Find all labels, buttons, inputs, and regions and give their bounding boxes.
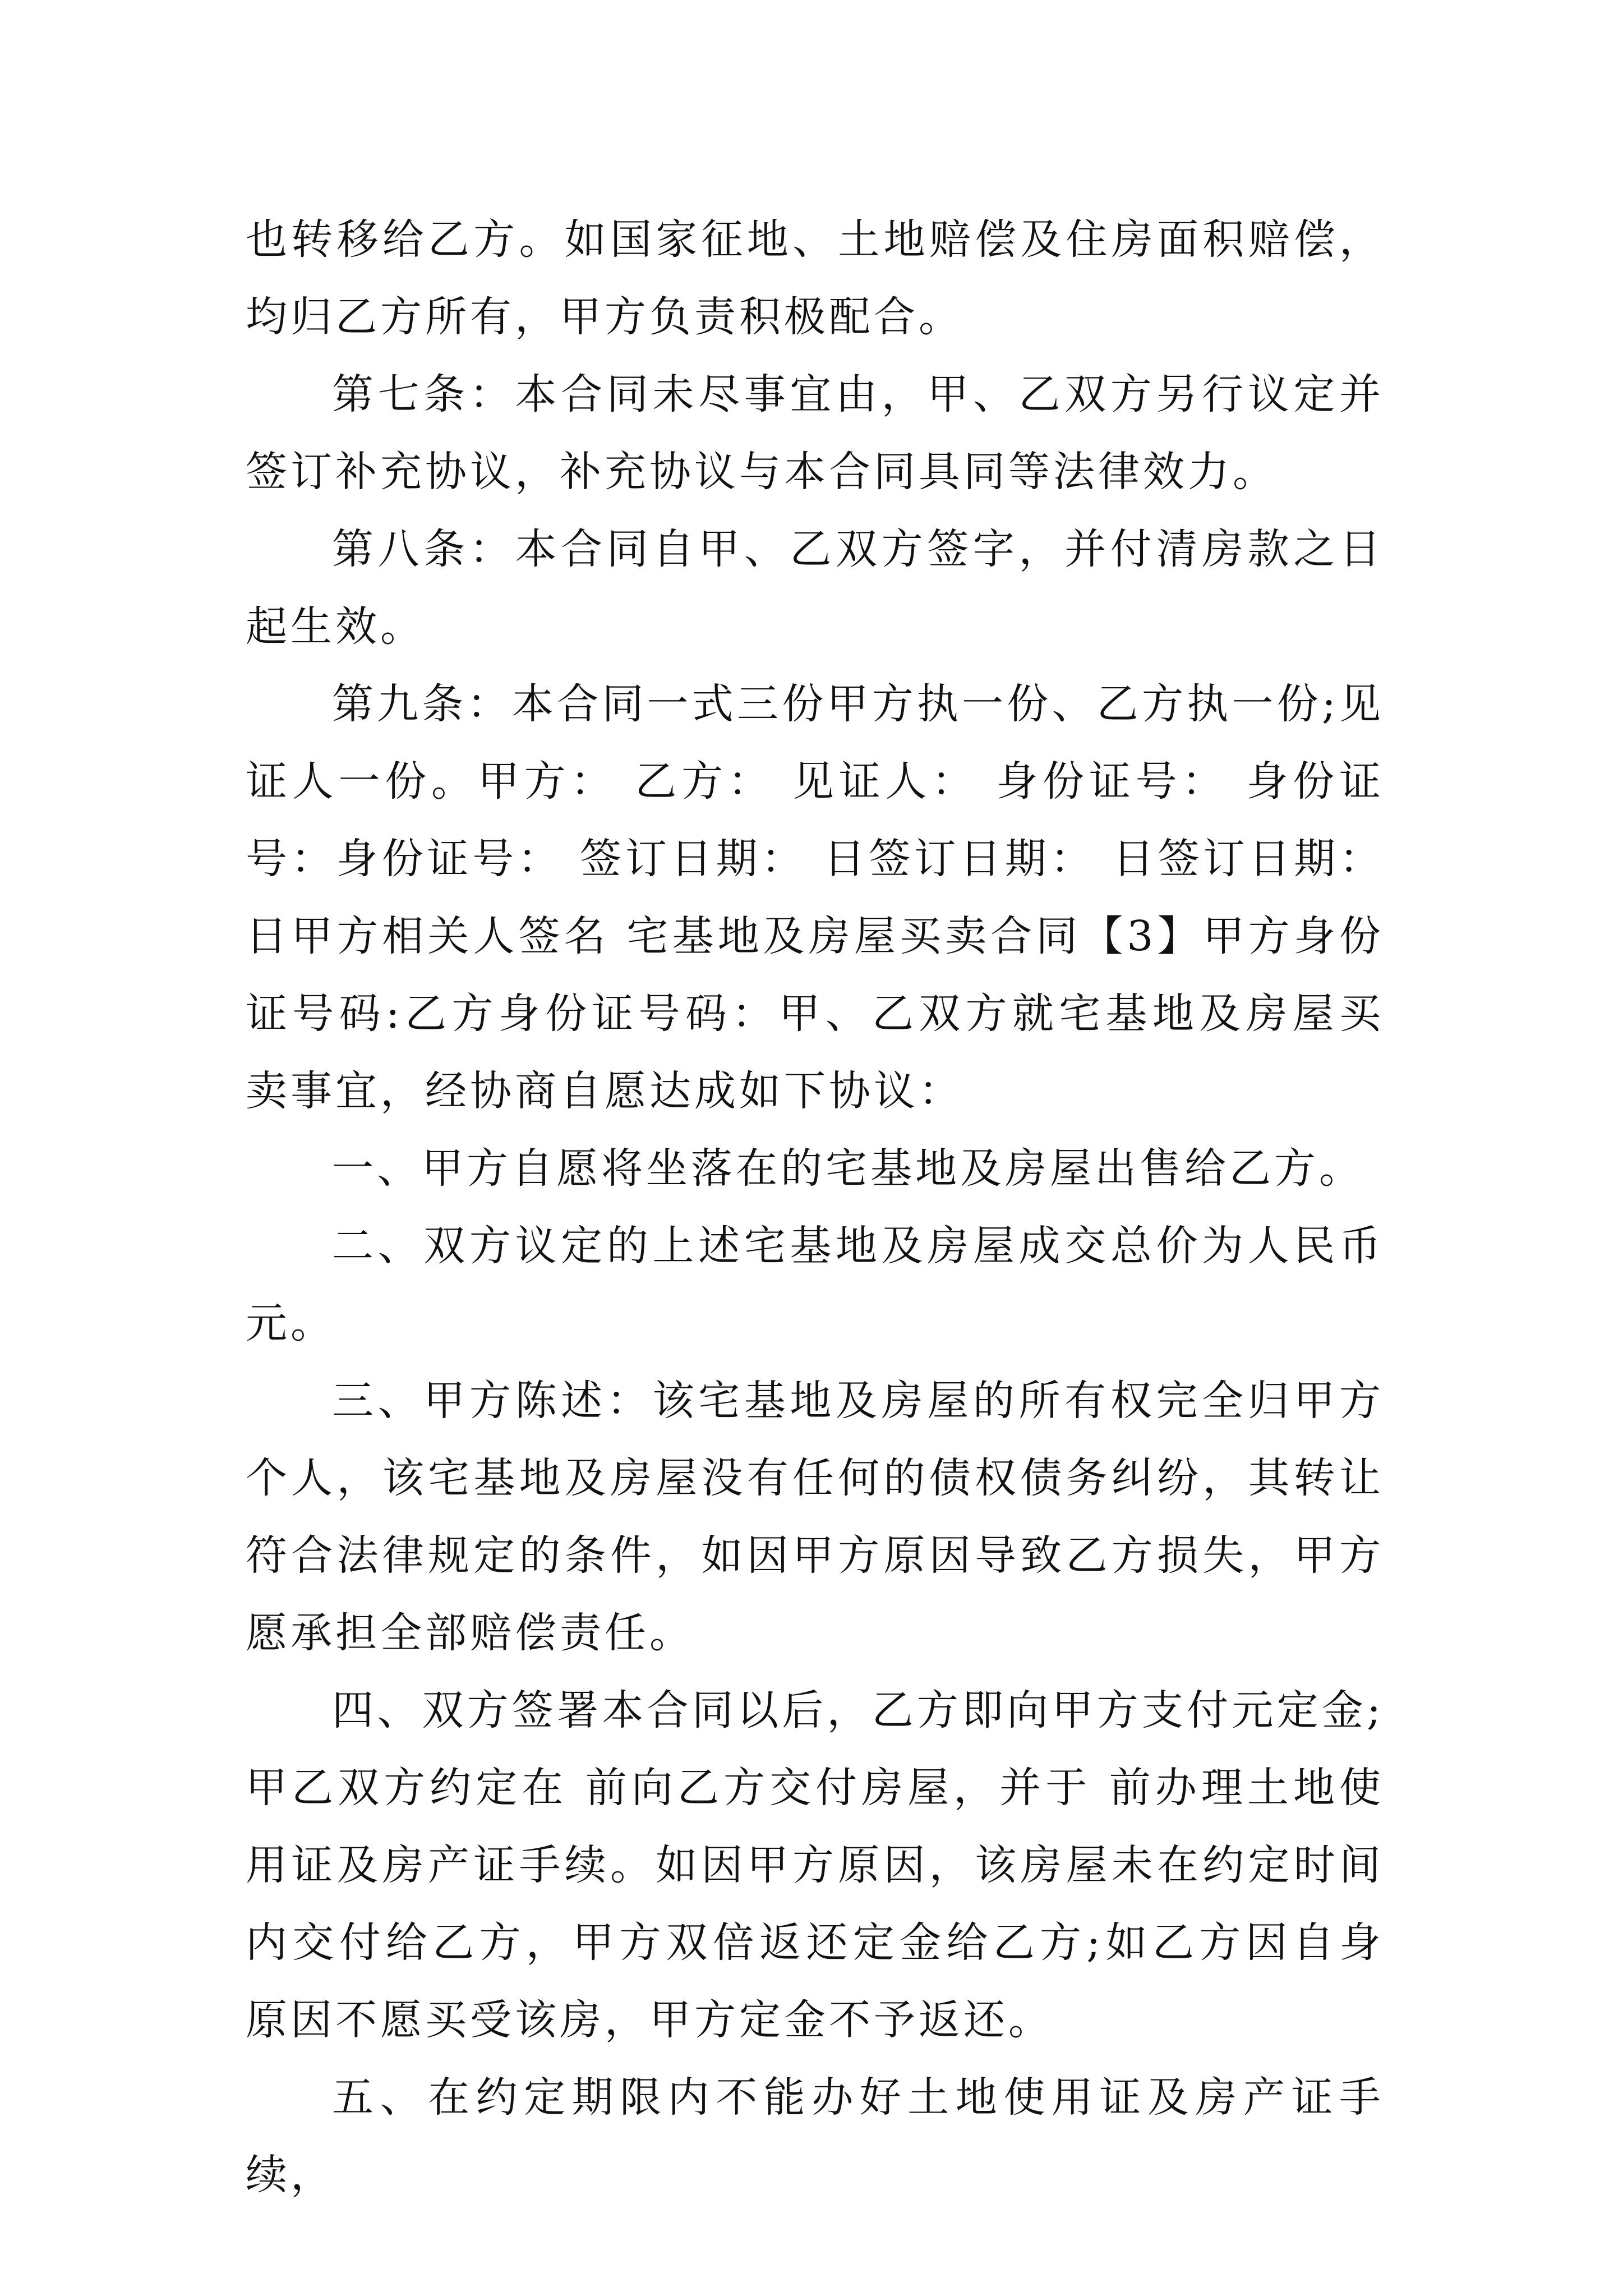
paragraph-article-8: 第八条：本合同自甲、乙双方签字，并付清房款之日起生效。 <box>246 525 1384 651</box>
paragraph-clause-3: 三、甲方陈述：该宅基地及房屋的所有权完全归甲方个人，该宅基地及房屋没有任何的债权债务纠纷，其转让符合法律规定的条件，如因甲方原因导致乙方损失，甲方愿承担全部赔偿责任。 <box>246 1377 1384 1657</box>
paragraph-article-7: 第七条：本合同未尽事宜由，甲、乙双方另行议定并签订补充协议，补充协议与本合同具同等法律效力。 <box>246 370 1384 496</box>
paragraph-clause-2: 二、双方议定的上述宅基地及房屋成交总价为人民币元。 <box>246 1222 1384 1347</box>
paragraph-clause-4: 四、双方签署本合同以后，乙方即向甲方支付元定金;甲乙双方约定在 前向乙方交付房屋，并于 前办理土地使用证及房产证手续。如因甲方原因，该房屋未在约定时间内交付给乙方，甲方双倍返还定金给乙方;如乙方因自身原因不愿买受该房，甲方定金不予返还。 <box>246 1686 1384 2044</box>
paragraph-clause-5: 五、在约定期限内不能办好土地使用证及房产证手续， <box>246 2073 1384 2199</box>
paragraph-clause-1: 一、甲方自愿将坐落在的宅基地及房屋出售给乙方。 <box>332 1144 1364 1193</box>
paragraph-transfer-compensation: 也转移给乙方。如国家征地、土地赔偿及住房面积赔偿，均归乙方所有，甲方负责积极配合。 <box>246 215 1384 341</box>
paragraph-article-9: 第九条：本合同一式三份甲方执一份、乙方执一份;见证人一份。甲方： 乙方： 见证人： 身份证号： 身份证号：身份证号： 签订日期： 日签订日期： 日签订日期： 日甲方相关人签名 宅基地及房屋买卖合同【3】甲方身份证号码:乙方身份证号码：甲、乙双方就宅基地及房屋买卖事宜，经协商自愿达成如下协议： <box>246 680 1384 1115</box>
document-body <box>246 201 1384 2214</box>
